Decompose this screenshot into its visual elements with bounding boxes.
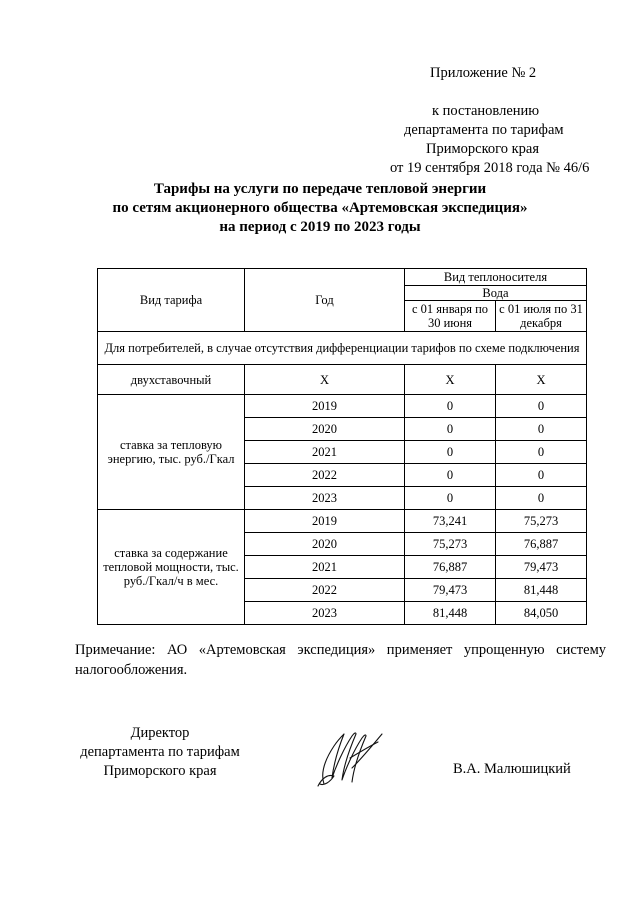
header-carrier: Вид теплоносителя	[405, 269, 587, 286]
year-cell: 2022	[245, 579, 405, 602]
signatory-title	[60, 724, 260, 781]
annex-line-1: к постановлению	[432, 103, 540, 119]
group-label: Для потребителей, в случае отсутствия дифференциации тарифов по схеме подключения	[98, 332, 587, 365]
note-paragraph: Примечание: АО «Артемовская экспедиция» применяет упрощенную систему налогообложения.	[75, 642, 606, 678]
value-cell: 84,050	[496, 602, 587, 625]
year-cell: 2020	[245, 418, 405, 441]
tariff-table	[97, 268, 587, 625]
annex-number: Приложение № 2	[430, 65, 537, 81]
value-cell: 0	[496, 418, 587, 441]
value-cell: 0	[405, 395, 496, 418]
value-cell: 75,273	[405, 533, 496, 556]
signatory-name: В.А. Малюшицкий	[453, 761, 571, 777]
year-cell: 2023	[245, 487, 405, 510]
year-cell: 2021	[245, 441, 405, 464]
two-rate-label: двухставочный	[98, 365, 245, 395]
signatory-line-3: Приморского края	[103, 763, 217, 779]
value-cell: 75,273	[496, 510, 587, 533]
two-rate-period-1: Х	[405, 365, 496, 395]
handwritten-signature	[310, 728, 390, 790]
annex-line-2: департамента по тарифам	[404, 122, 564, 138]
table-row	[98, 395, 587, 418]
header-water: Вода	[405, 286, 587, 301]
title-line-2: по сетям акционерного общества «Артемовская экспедиция»	[112, 200, 528, 216]
header-period-2: с 01 июля по 31 декабря	[496, 301, 587, 332]
value-cell: 0	[405, 487, 496, 510]
value-cell: 0	[405, 464, 496, 487]
year-cell: 2019	[245, 510, 405, 533]
year-cell: 2022	[245, 464, 405, 487]
table-row	[98, 365, 587, 395]
value-cell: 73,241	[405, 510, 496, 533]
document-title	[60, 180, 580, 237]
year-cell: 2019	[245, 395, 405, 418]
value-cell: 0	[496, 441, 587, 464]
title-line-3: на период с 2019 по 2023 годы	[219, 219, 421, 235]
header-year: Год	[245, 269, 405, 332]
value-cell: 81,448	[496, 579, 587, 602]
value-cell: 0	[496, 395, 587, 418]
annex-line-4: от 19 сентября 2018 года № 46/6	[390, 160, 590, 176]
energy-rate-label: ставка за тепловую энергию, тыс. руб./Гкал	[98, 395, 245, 510]
value-cell: 76,887	[496, 533, 587, 556]
title-line-1: Тарифы на услуги по передаче тепловой энергии	[153, 181, 487, 197]
two-rate-period-2: Х	[496, 365, 587, 395]
value-cell: 81,448	[405, 602, 496, 625]
header-period-1: с 01 января по 30 июня	[405, 301, 496, 332]
value-cell: 0	[496, 464, 587, 487]
year-cell: 2021	[245, 556, 405, 579]
year-cell: 2023	[245, 602, 405, 625]
value-cell: 76,887	[405, 556, 496, 579]
value-cell: 79,473	[405, 579, 496, 602]
capacity-rate-label: ставка за содержание тепловой мощности, тыс. руб./Гкал/ч в мес.	[98, 510, 245, 625]
two-rate-year: Х	[245, 365, 405, 395]
table-row	[98, 510, 587, 533]
value-cell: 0	[496, 487, 587, 510]
year-cell: 2020	[245, 533, 405, 556]
signatory-line-1: Директор	[130, 725, 190, 741]
value-cell: 79,473	[496, 556, 587, 579]
annex-line-3: Приморского края	[426, 141, 540, 157]
header-tariff-type: Вид тарифа	[98, 269, 245, 332]
value-cell: 0	[405, 418, 496, 441]
value-cell: 0	[405, 441, 496, 464]
signatory-line-2: департамента по тарифам	[80, 744, 240, 760]
